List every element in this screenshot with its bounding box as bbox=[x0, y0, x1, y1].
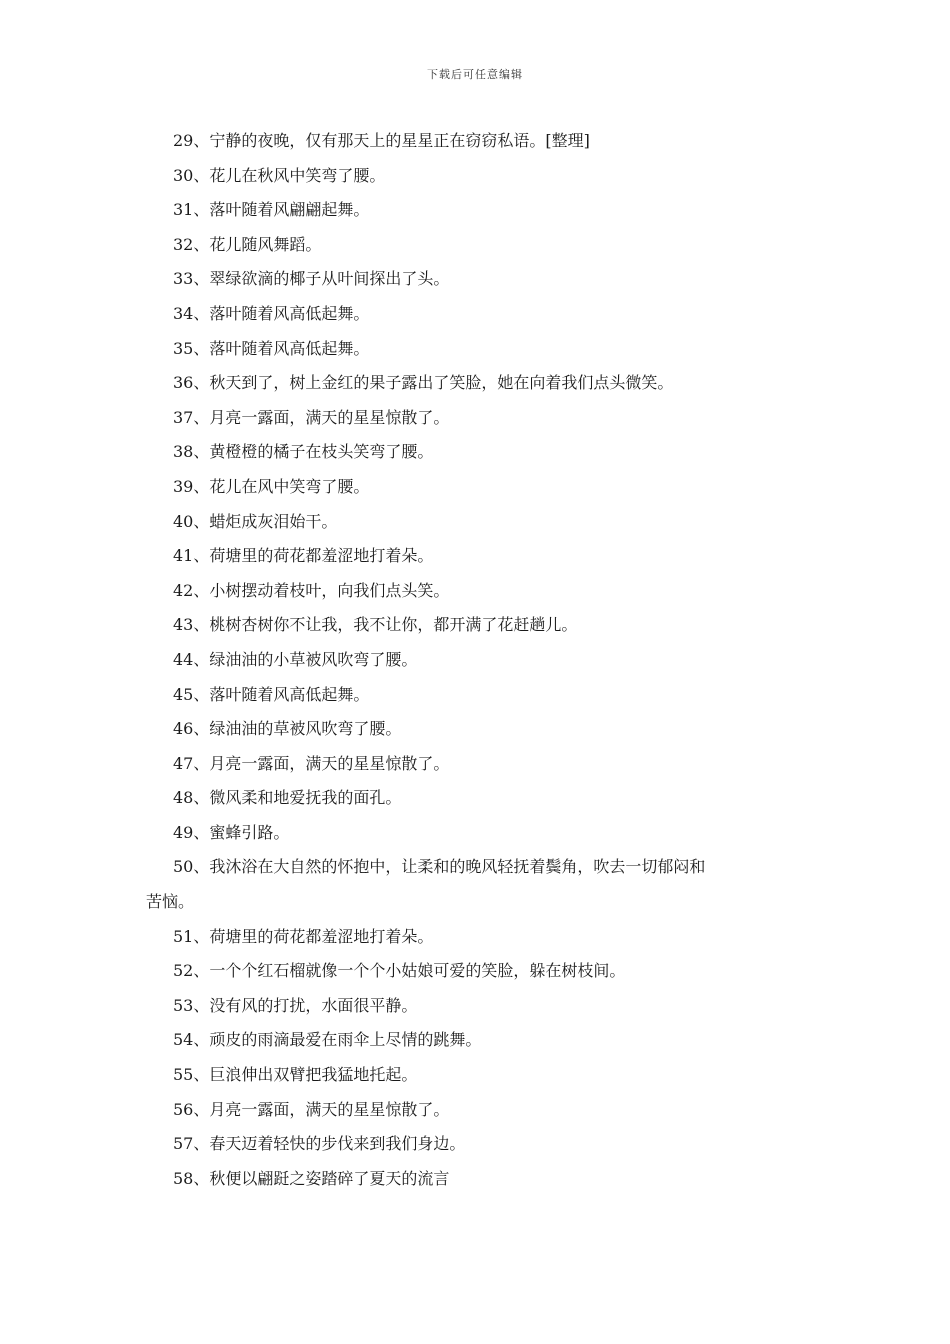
list-item: 42、小树摆动着枝叶，向我们点头笑。 bbox=[173, 580, 450, 600]
list-item: 54、顽皮的雨滴最爱在雨伞上尽情的跳舞。 bbox=[173, 1030, 482, 1050]
list-item: 46、绿油油的草被风吹弯了腰。 bbox=[173, 719, 402, 739]
list-item: 56、月亮一露面，满天的星星惊散了。 bbox=[173, 1099, 450, 1119]
page-header: 下载后可任意编辑 bbox=[427, 68, 523, 81]
list-item: 52、一个个红石榴就像一个个小姑娘可爱的笑脸，躲在树枝间。 bbox=[173, 961, 626, 981]
list-item: 43、桃树杏树你不让我，我不让你，都开满了花赶趟儿。 bbox=[173, 615, 578, 635]
list-item: 35、落叶随着风高低起舞。 bbox=[173, 338, 370, 358]
list-item: 40、蜡炬成灰泪始干。 bbox=[173, 511, 338, 531]
list-item: 31、落叶随着风翩翩起舞。 bbox=[173, 200, 370, 220]
list-item: 50、我沐浴在大自然的怀抱中，让柔和的晚风轻抚着鬓角，吹去一切郁闷和 bbox=[173, 857, 706, 877]
list-item: 49、蜜蜂引路。 bbox=[173, 822, 290, 842]
list-item: 34、落叶随着风高低起舞。 bbox=[173, 303, 370, 323]
list-item: 41、荷塘里的荷花都羞涩地打着朵。 bbox=[173, 546, 434, 566]
list-item: 39、花儿在风中笑弯了腰。 bbox=[173, 476, 370, 496]
list-item: 44、绿油油的小草被风吹弯了腰。 bbox=[173, 649, 418, 669]
list-item-continuation: 苦恼。 bbox=[146, 892, 195, 912]
list-item: 36、秋天到了，树上金红的果子露出了笑脸，她在向着我们点头微笑。 bbox=[173, 373, 674, 393]
list-item: 47、月亮一露面，满天的星星惊散了。 bbox=[173, 753, 450, 773]
list-item: 38、黄橙橙的橘子在枝头笑弯了腰。 bbox=[173, 442, 434, 462]
list-item: 51、荷塘里的荷花都羞涩地打着朵。 bbox=[173, 926, 434, 946]
list-item: 33、翠绿欲滴的椰子从叶间探出了头。 bbox=[173, 269, 450, 289]
list-item: 37、月亮一露面，满天的星星惊散了。 bbox=[173, 407, 450, 427]
list-item: 58、秋便以翩跹之姿踏碎了夏天的流言 bbox=[173, 1168, 450, 1188]
list-item: 30、花儿在秋风中笑弯了腰。 bbox=[173, 165, 386, 185]
list-item: 53、没有风的打扰，水面很平静。 bbox=[173, 995, 418, 1015]
list-item: 29、宁静的夜晚，仅有那天上的星星正在窃窃私语。[整理] bbox=[173, 131, 590, 150]
list-item: 45、落叶随着风高低起舞。 bbox=[173, 684, 370, 704]
list-item: 57、春天迈着轻快的步伐来到我们身边。 bbox=[173, 1134, 466, 1154]
document-body bbox=[146, 124, 810, 1196]
list-item: 32、花儿随风舞蹈。 bbox=[173, 234, 322, 254]
list-item: 55、巨浪伸出双臂把我猛地托起。 bbox=[173, 1065, 418, 1085]
list-item: 48、微风柔和地爱抚我的面孔。 bbox=[173, 788, 402, 808]
